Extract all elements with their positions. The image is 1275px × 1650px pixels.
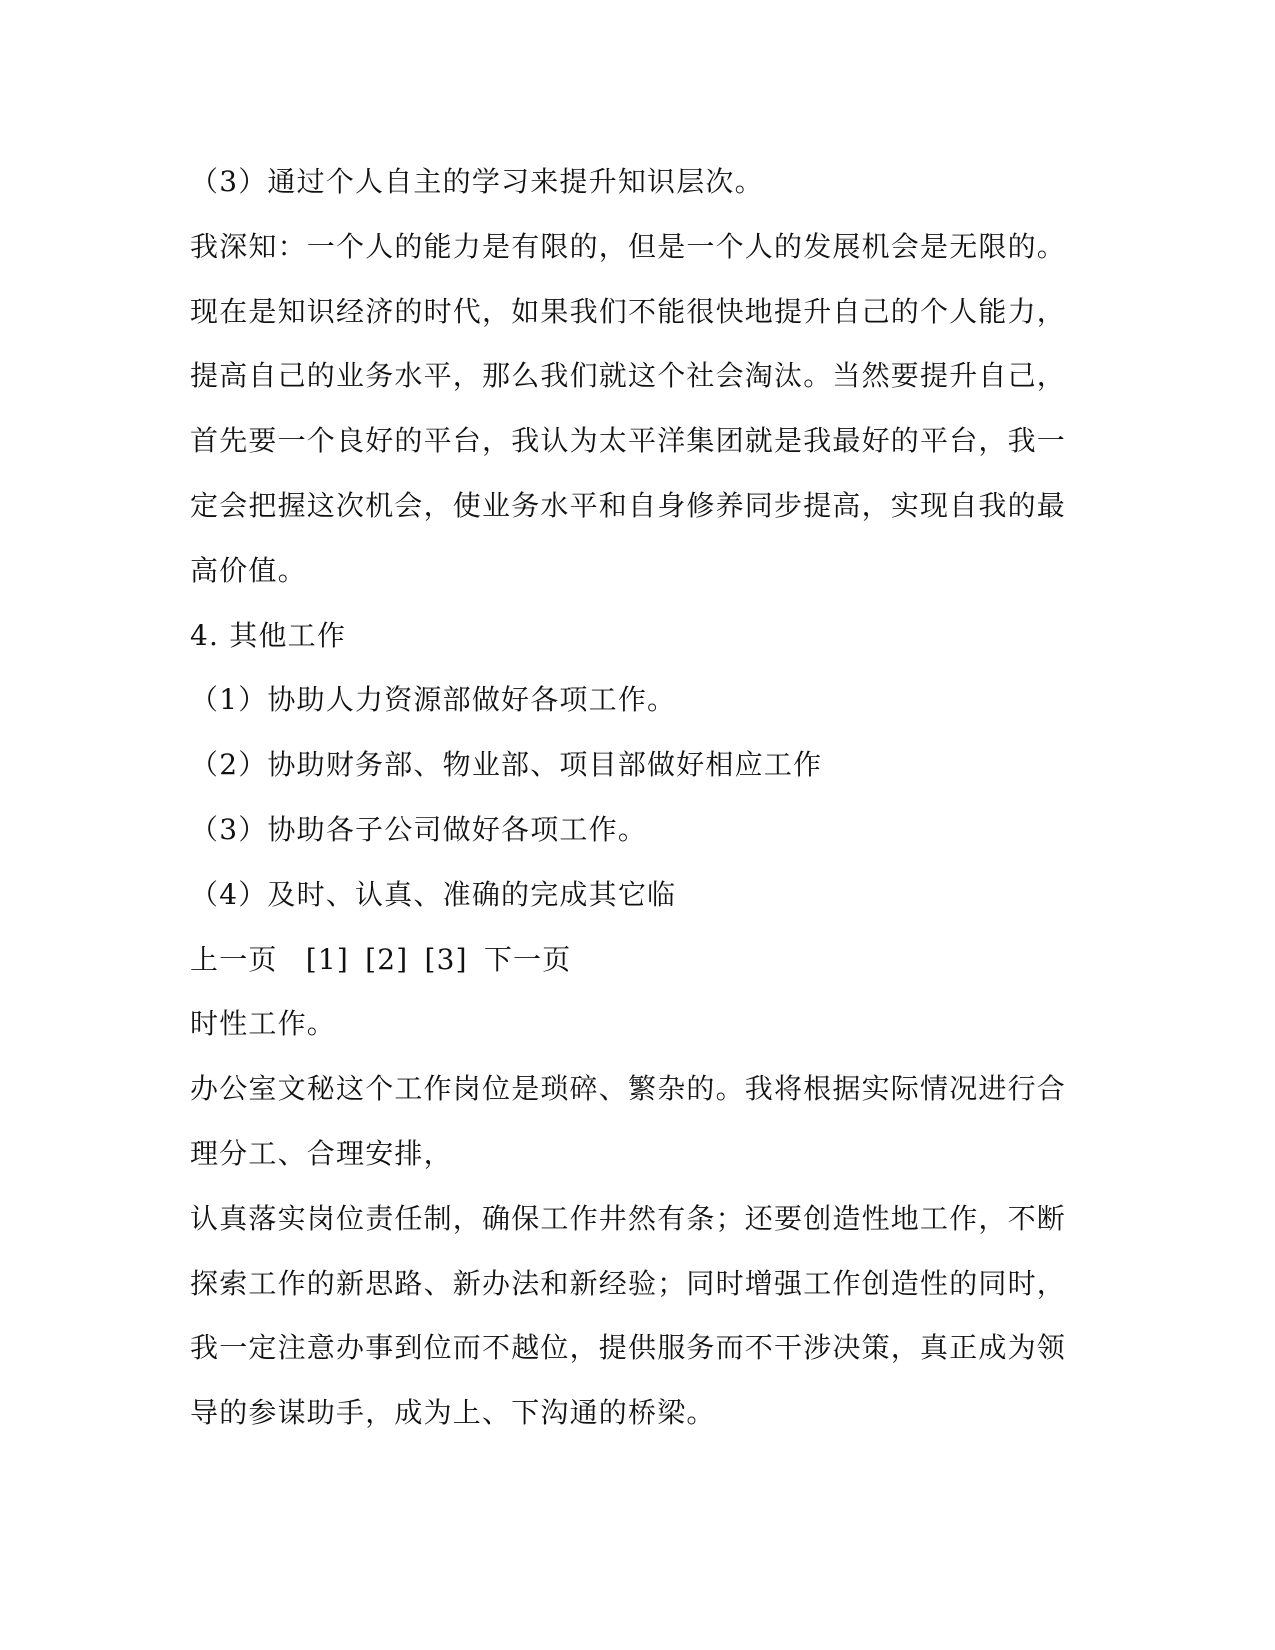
paragraph-line: 首先要一个良好的平台，我认为太平洋集团就是我最好的平台，我一 xyxy=(190,424,1067,458)
paragraph-line: 认真落实岗位责任制，确保工作井然有条；还要创造性地工作，不断 xyxy=(190,1201,1067,1235)
pagination xyxy=(190,936,1070,1001)
page-link-1[interactable]: [1] xyxy=(305,942,349,976)
paragraph-line: 理分工、合理安排， xyxy=(190,1136,453,1170)
paragraph-line: （3）通过个人自主的学习来提升知识层次。 xyxy=(190,165,764,198)
list-item: （4）及时、认真、准确的完成其它临 xyxy=(190,877,677,911)
list-item: （3）协助各子公司做好各项工作。 xyxy=(190,812,648,846)
next-page-link[interactable]: 下一页 xyxy=(483,942,572,976)
paragraph-line: 现在是知识经济的时代，如果我们不能很快地提升自己的个人能力， xyxy=(190,294,1067,328)
page-link-2[interactable]: [2] xyxy=(365,942,409,976)
paragraph-line: 办公室文秘这个工作岗位是琐碎、繁杂的。我将根据实际情况进行合 xyxy=(190,1072,1067,1106)
paragraph-line: 高价值。 xyxy=(190,553,307,587)
section-heading: 4. 其他工作 xyxy=(190,618,347,652)
paragraph-line: 定会把握这次机会，使业务水平和自身修养同步提高，实现自我的最 xyxy=(190,488,1067,522)
document-body xyxy=(190,158,1070,1454)
paragraph-line: 我一定注意办事到位而不越位，提供服务而不干涉决策，真正成为领 xyxy=(190,1331,1067,1365)
paragraph-line: 提高自己的业务水平，那么我们就这个社会淘汰。当然要提升自己， xyxy=(190,359,1067,393)
page-link-3[interactable]: [3] xyxy=(424,942,468,976)
list-item: （1）协助人力资源部做好各项工作。 xyxy=(190,683,677,717)
list-item: （2）协助财务部、物业部、项目部做好相应工作 xyxy=(190,748,823,782)
paragraph-line: 导的参谋助手，成为上、下沟通的桥梁。 xyxy=(190,1396,716,1430)
paragraph-line: 时性工作。 xyxy=(190,1007,337,1041)
paragraph-line: 探索工作的新思路、新办法和新经验；同时增强工作创造性的同时， xyxy=(190,1266,1067,1300)
prev-page-link[interactable]: 上一页 xyxy=(190,942,278,976)
paragraph-line: 我深知：一个人的能力是有限的，但是一个人的发展机会是无限的。 xyxy=(190,229,1067,263)
